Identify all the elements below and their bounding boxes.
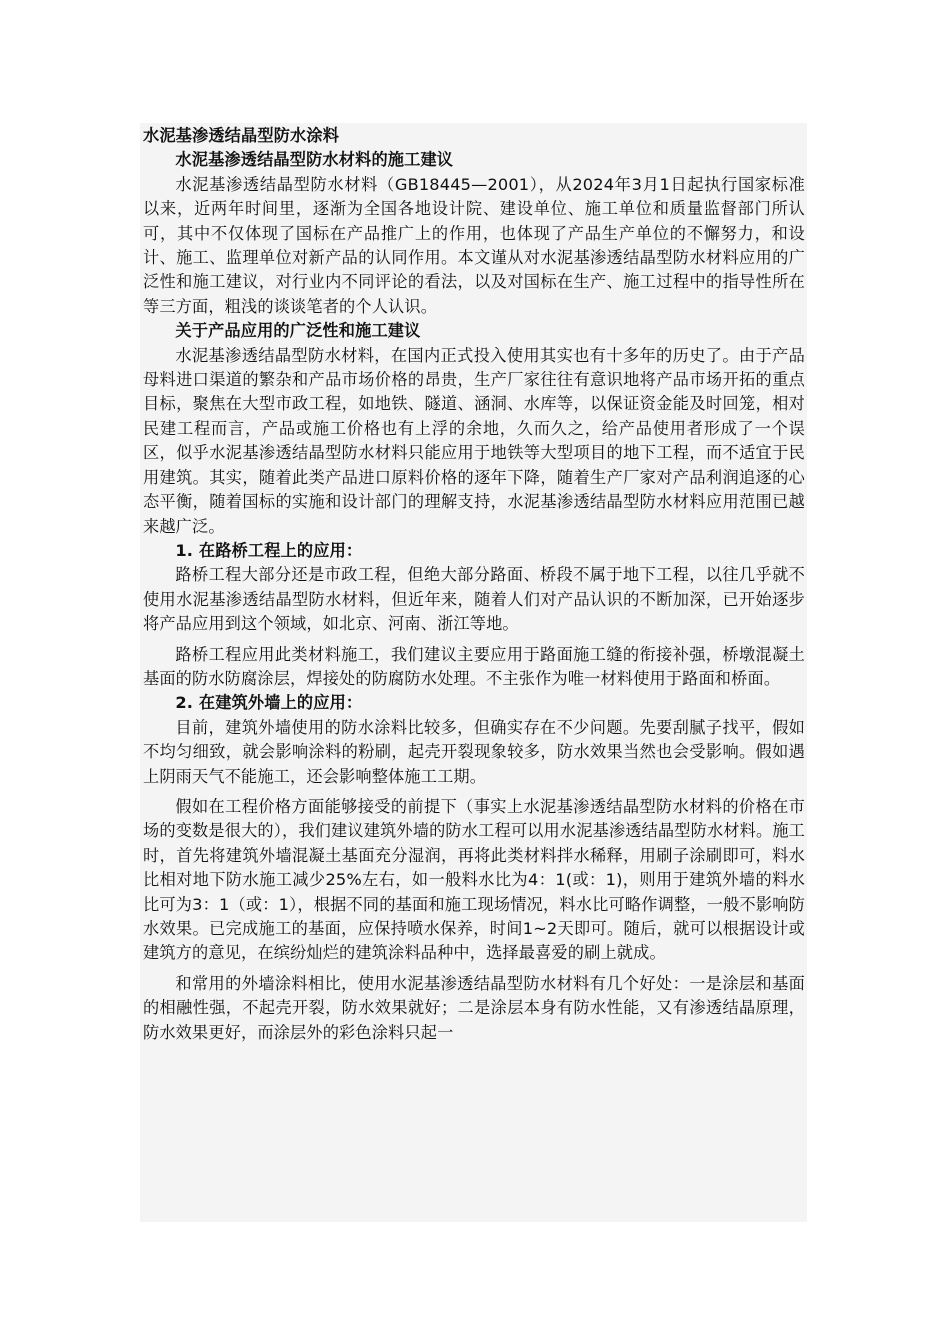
body-paragraph: 和常用的外墙涂料相比，使用水泥基渗透结晶型防水材料有几个好处：一是涂层和基面的相融性强，不起壳开裂，防水效果就好；二是涂层本身有防水性能，又有渗透结晶原理，防水效果更好，而涂层外的彩色涂料只起一 bbox=[143, 973, 805, 1042]
document-body bbox=[143, 124, 805, 1045]
section-heading: 水泥基渗透结晶型防水材料的施工建议 bbox=[175, 150, 454, 170]
section-heading: 2. 在建筑外墙上的应用： bbox=[175, 693, 363, 713]
body-paragraph: 路桥工程大部分还是市政工程，但绝大部分路面、桥段不属于地下工程，以往几乎就不使用水泥基渗透结晶型防水材料，但近年来，随着人们对产品认识的不断加深，已开始逐步将产品应用到这个领域，如北京、河南、浙江等地。 bbox=[143, 565, 805, 634]
section-heading: 关于产品应用的广泛性和施工建议 bbox=[175, 321, 421, 341]
body-paragraph: 水泥基渗透结晶型防水材料，在国内正式投入使用其实也有十多年的历史了。由于产品母料进口渠道的繁杂和产品市场价格的昂贵，生产厂家往往有意识地将产品市场开拓的重点目标，聚焦在大型市政工程，如地铁、隧道、涵洞、水库等，以保证资金能及时回笼，相对民建工程而言，产品或施工价格也有上浮的余地，久而久之，给产品使用者形成了一个误区，似乎水泥基渗透结晶型防水材料只能应用于地铁等大型项目的地下工程，而不适宜于民用建筑。其实，随着此类产品进口原料价格的逐年下降，随着生产厂家对产品利润追逐的心态平衡，随着国标的实施和设计部门的理解支持，水泥基渗透结晶型防水材料应用范围已越来越广泛。 bbox=[143, 345, 805, 536]
document-title: 水泥基渗透结晶型防水涂料 bbox=[143, 126, 340, 145]
section-heading: 1. 在路桥工程上的应用： bbox=[175, 540, 363, 560]
body-paragraph: 水泥基渗透结晶型防水材料（GB18445—2001），从2024年3月1日起执行国家标准以来，近两年时间里，逐渐为全国各地设计院、建设单位、施工单位和质量监督部门所认可，其中不仅体现了国标在产品推广上的作用，也体现了产品生产单位的不懈努力，和设计、施工、监理单位对新产品的认同作用。本文谨从对水泥基渗透结晶型防水材料应用的广泛性和施工建议，对行业内不同评论的看法，以及对国标在生产、施工过程中的指导性所在等三方面，粗浅的谈谈笔者的个人认识。 bbox=[143, 174, 805, 316]
body-paragraph: 假如在工程价格方面能够接受的前提下（事实上水泥基渗透结晶型防水材料的价格在市场的变数是很大的），我们建议建筑外墙的防水工程可以用水泥基渗透结晶型防水材料。施工时，首先将建筑外墙混凝土基面充分湿润，再将此类材料拌水稀释，用刷子涂刷即可，料水比相对地下防水施工减少25%左右，如一般料水比为4：1(或：1)，则用于建筑外墙的料水比可为3：1（或：1），根据不同的基面和施工现场情况，料水比可略作调整，一般不影响防水效果。已完成施工的基面，应保持喷水保养，时间1~2天即可。随后，就可以根据设计或建筑方的意见，在缤纷灿烂的建筑涂料品种中，选择最喜爱的刷上就成。 bbox=[143, 796, 805, 963]
body-paragraph: 路桥工程应用此类材料施工，我们建议主要应用于路面施工缝的衔接补强，桥墩混凝土基面的防水防腐涂层，焊接处的防腐防水处理。不主张作为唯一材料使用于路面和桥面。 bbox=[143, 644, 805, 688]
body-paragraph: 目前，建筑外墙使用的防水涂料比较多，但确实存在不少问题。先要刮腻子找平，假如不均匀细致，就会影响涂料的粉刷，起壳开裂现象较多，防水效果当然也会受影响。假如遇上阴雨天气不能施工，还会影响整体施工工期。 bbox=[143, 717, 805, 786]
document-sections bbox=[143, 148, 805, 1045]
